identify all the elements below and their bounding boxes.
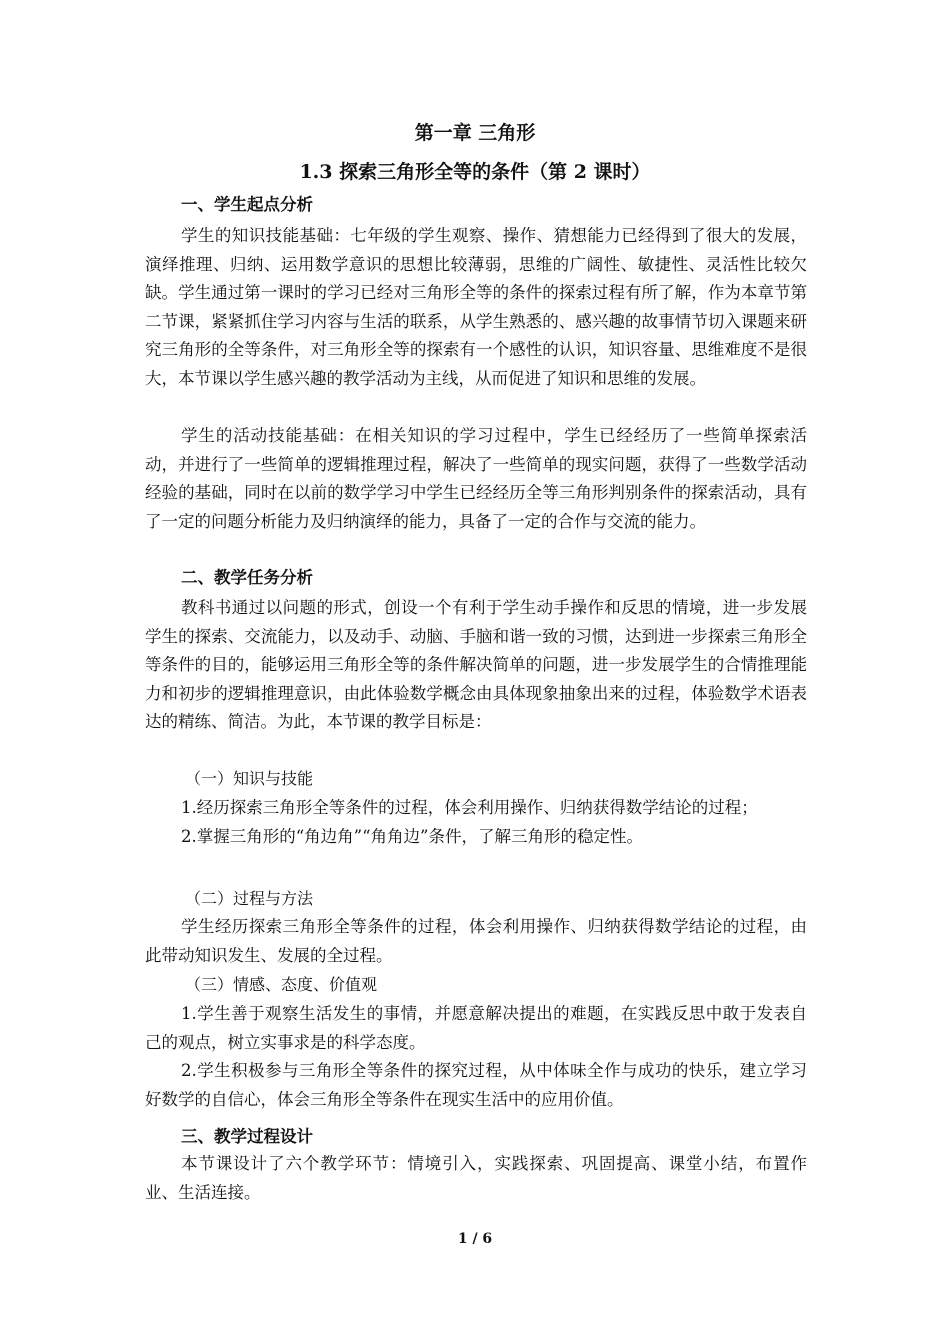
goal-1 [145, 765, 807, 794]
goal-3-label: （三）情感、态度、价值观 [185, 975, 378, 994]
lesson-title: 1.3 探索三角形全等的条件（第 2 课时） [299, 161, 651, 183]
section-1 [145, 195, 807, 215]
list-item: 2.掌握三角形的“角边角”“角角边”条件，了解三角形的稳定性。 [181, 826, 643, 846]
section-2 [145, 568, 807, 588]
page-number: 1 / 6 [457, 1231, 493, 1247]
goal-1-items [145, 794, 807, 851]
paragraph: 学生的活动技能基础：在相关知识的学习过程中，学生已经经历了一些简单探索活动，并进行了一些简单的逻辑推理过程，解决了一些简单的现实问题，获得了一些数学活动经验的基础，同时在以前的数学学习中学生已经经历全等三角形判别条件的探索活动，具有了一定的问题分析能力及归纳演绎的能力，具备了一定的合作与交流的能力。 [145, 426, 807, 531]
paragraph: 教科书通过以问题的形式，创设一个有利于学生动手操作和反思的情境，进一步发展学生的探索、交流能力，以及动手、动脑、手脑和谐一致的习惯，达到进一步探索三角形全等条件的目的，能够运用三角形全等的条件解决简单的问题，进一步发展学生的合情推理能力和初步的逻辑推理意识，由此体验数学概念由具体现象抽象出来的过程，体验数学术语表达的精练、简洁。为此，本节课的教学目标是： [145, 598, 807, 731]
section-3-body [145, 1150, 807, 1207]
section-2-intro [145, 594, 807, 737]
list-item: 1.经历探索三角形全等条件的过程，体会利用操作、归纳获得数学结论的过程； [181, 798, 758, 817]
section-3-heading: 三、教学过程设计 [181, 1127, 313, 1146]
goal-3-items [145, 1000, 807, 1114]
section-2-heading: 二、教学任务分析 [181, 568, 313, 587]
chapter-title: 第一章 三角形 [414, 122, 536, 144]
section-1-body [145, 222, 807, 393]
section-1-heading: 一、学生起点分析 [181, 195, 313, 214]
paragraph: 本节课设计了六个教学环节：情境引入，实践探索、巩固提高、课堂小结，布置作业、生活连接。 [145, 1154, 807, 1202]
goal-2-label: （二）过程与方法 [185, 889, 314, 908]
section-1-body-2 [145, 422, 807, 536]
goal-2-body [145, 913, 807, 970]
list-item: 1.学生善于观察生活发生的事情，并愿意解决提出的难题，在实践反思中敢于发表自己的观点，树立实事求是的科学态度。 [145, 1004, 807, 1052]
goal-2 [145, 885, 807, 914]
goal-1-label: （一）知识与技能 [185, 769, 314, 788]
paragraph: 学生的知识技能基础：七年级的学生观察、操作、猜想能力已经得到了很大的发展，演绎推理、归纳、运用数学意识的思想比较薄弱，思维的广阔性、敏捷性、灵活性比较欠缺。学生通过第一课时的学习已经对三角形全等的条件的探索过程有所了解，作为本章节第二节课，紧紧抓住学习内容与生活的联系，从学生熟悉的、感兴趣的故事情节切入课题来研究三角形的全等条件，对三角形全等的探索有一个感性的认识，知识容量、思维难度不是很大，本节课以学生感兴趣的教学活动为主线，从而促进了知识和思维的发展。 [145, 226, 807, 388]
paragraph: 学生经历探索三角形全等条件的过程，体会利用操作、归纳获得数学结论的过程，由此带动知识发生、发展的全过程。 [145, 917, 807, 965]
goal-3 [145, 971, 807, 1000]
list-item: 2.学生积极参与三角形全等条件的探究过程，从中体味全作与成功的快乐，建立学习好数学的自信心，体会三角形全等条件在现实生活中的应用价值。 [145, 1061, 807, 1109]
section-3 [145, 1127, 807, 1147]
